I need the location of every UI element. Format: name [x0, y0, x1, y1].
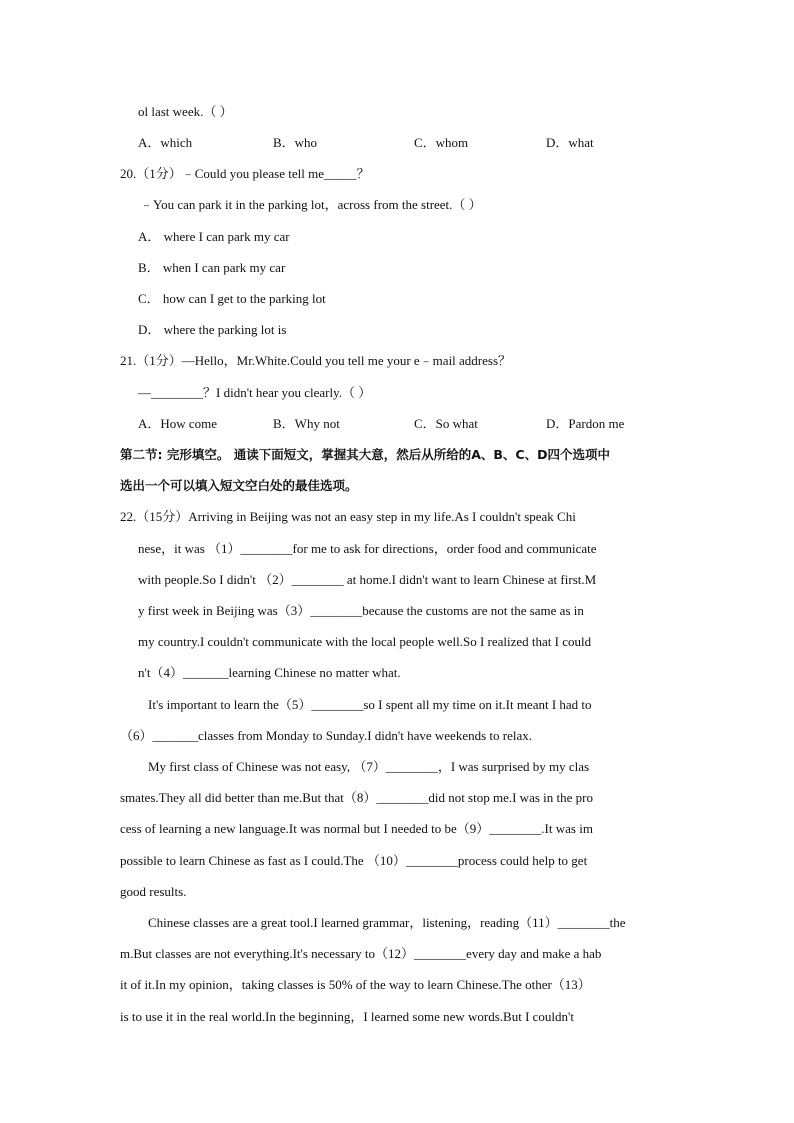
q20-option-c: C． how can I get to the parking lot [138, 291, 326, 306]
q22-line-3: with people.So I didn't （2）________ at home.I didn't want to learn Chinese at first.M [138, 572, 597, 587]
q22-line-14: Chinese classes are a great tool.I learned grammar，listening，reading（11）________the [148, 915, 626, 930]
q22-line-7: It's important to learn the（5）________so I spent all my time on it.It meant I had to [148, 697, 592, 712]
q22-line-17: is to use it in the real world.In the beginning，I learned some new words.But I couldn't [120, 1009, 574, 1024]
q22-line-12: possible to learn Chinese as fast as I could.The （10）________process could help to get [120, 853, 588, 868]
q21-option-c: C．So what [414, 416, 478, 431]
q20-option-b: B． when I can park my car [138, 260, 286, 275]
q20-option-a: A． where I can park my car [138, 229, 290, 244]
q19-option-b: B．who [273, 135, 318, 150]
q22-line-9: My first class of Chinese was not easy, （7）________，I was surprised by my clas [148, 759, 590, 774]
q21-reply: —________？I didn't hear you clearly.（ ） [138, 385, 372, 400]
q22-line-8: （6）_______classes from Monday to Sunday.I didn't have weekends to relax. [120, 728, 533, 743]
q19-option-a: A．which [138, 135, 193, 150]
q22-line-4: y first week in Beijing was（3）________because the customs are not the same as in [138, 603, 584, 618]
q22-line-2: nese，it was （1）________for me to ask for directions，order food and communicate [138, 541, 597, 556]
q22-line-10: smates.They all did better than me.But that（8）________did not stop me.I was in the pro [120, 790, 593, 805]
q22-line-5: my country.I couldn't communicate with the local people well.So I realized that I could [138, 634, 592, 649]
q20-option-d: D． where the parking lot is [138, 322, 287, 337]
q22-line-1 [120, 509, 675, 525]
q22-line-13: good results. [120, 884, 187, 899]
q21-option-d: D．Pardon me [546, 416, 625, 431]
q22-line-16: it of it.In my opinion，taking classes is 50% of the way to learn Chinese.The other（13） [120, 977, 591, 992]
q21-option-b: B．Why not [273, 416, 340, 431]
q19-option-c: C．whom [414, 135, 469, 150]
q22-line-1-text: 22.（15分）Arriving in Beijing was not an easy step in my life.As I couldn't speak Chi [120, 509, 576, 524]
q21-stem: 21.（1分）—Hello，Mr.White.Could you tell me your e﹣mail address？ [120, 353, 512, 368]
q19-continuation: ol last week.（ ） [138, 104, 233, 119]
section-heading-line-1: 第二节: 完形填空。 通读下面短文，掌握其大意，然后从所给的A、B、C、D四个选项中 [120, 447, 610, 462]
q22-line-6: n't（4）_______learning Chinese no matter what. [138, 665, 401, 680]
q19-option-d: D．what [546, 135, 594, 150]
section-heading-line-2: 选出一个可以填入短文空白处的最佳选项。 [120, 478, 358, 493]
q22-line-15: m.But classes are not everything.It's necessary to（12）________every day and make a hab [120, 946, 602, 961]
q20-stem: 20.（1分）﹣Could you please tell me_____？ [120, 166, 370, 181]
q21-option-a: A．How come [138, 416, 218, 431]
q20-reply: ﹣You can park it in the parking lot，across from the street.（ ） [140, 197, 482, 212]
q22-line-11: cess of learning a new language.It was normal but I needed to be（9）________.It was im [120, 821, 593, 836]
